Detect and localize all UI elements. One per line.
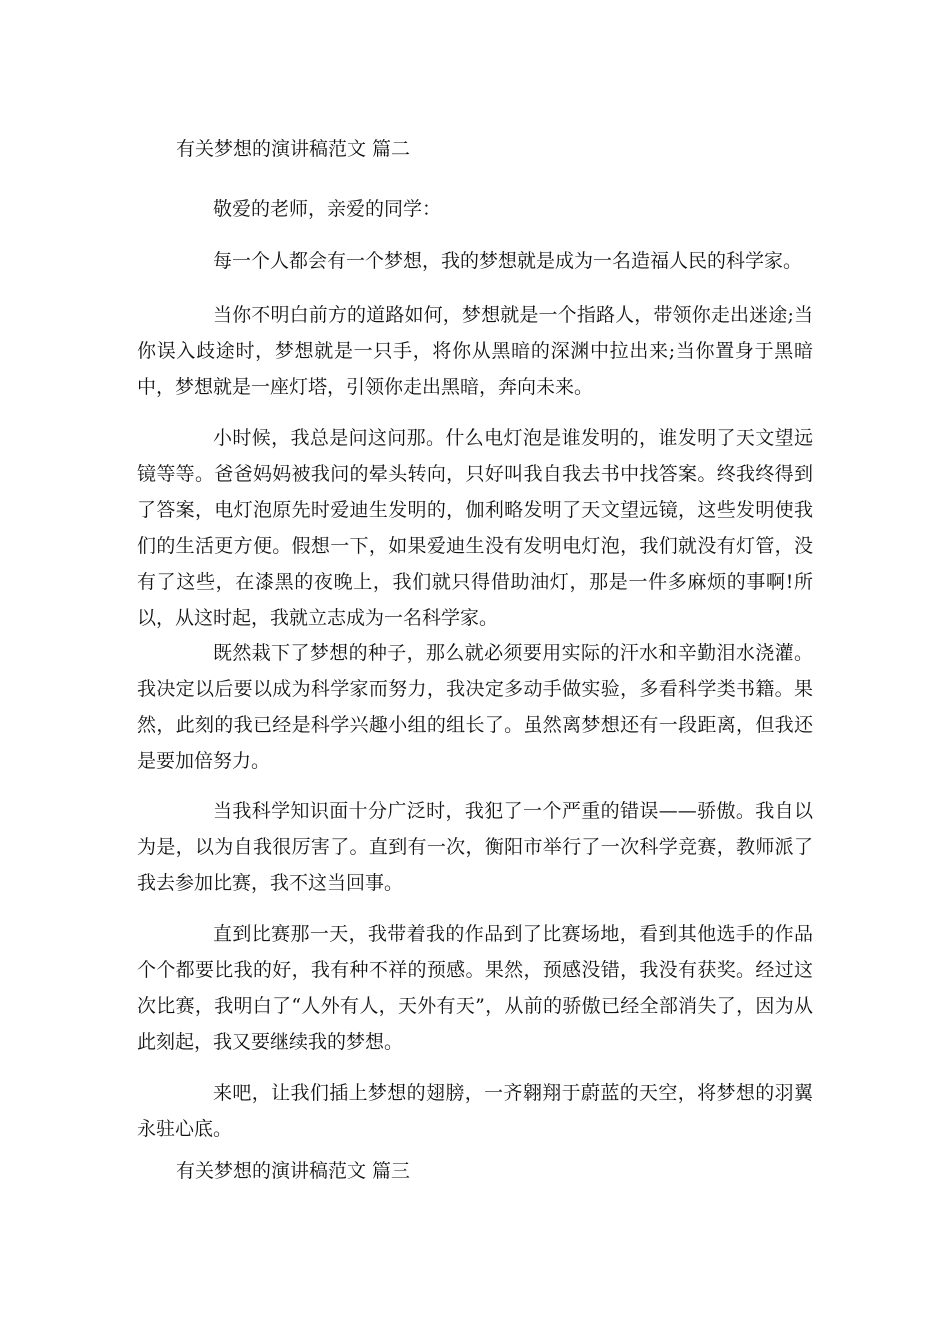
paragraph-seed-of-dream: 既然栽下了梦想的种子，那么就必须要用实际的汗水和辛勤泪水浇灌。我决定以后要以成为科学家而努力，我决定多动手做实验，多看科学类书籍。果然，此刻的我已经是科学兴趣小组的组长了。虽然离梦想还有一段距离，但我还是要加倍努力。 [137, 642, 813, 772]
paragraph-dream-intro: 每一个人都会有一个梦想，我的梦想就是成为一名造福人民的科学家。 [213, 250, 803, 272]
paragraph-greeting: 敬爱的老师，亲爱的同学： [213, 198, 442, 220]
section-heading-part3: 有关梦想的演讲稿范文 篇三 [176, 1160, 411, 1182]
paragraph-competition: 直到比赛那一天，我带着我的作品到了比赛场地，看到其他选手的作品个个都要比我的好，我有种不祥的预感。果然，预感没错，我没有获奖。经过这次比赛，我明白了“人外有人，天外有天”，从前的骄傲已经全部消失了，因为从此刻起，我又要继续我的梦想。 [137, 923, 813, 1053]
paragraph-conclusion: 来吧，让我们插上梦想的翅膀，一齐翱翔于蔚蓝的天空，将梦想的羽翼永驻心底。 [137, 1082, 813, 1140]
section-heading-part2: 有关梦想的演讲稿范文 篇二 [176, 138, 411, 160]
paragraph-childhood: 小时候，我总是问这问那。什么电灯泡是谁发明的，谁发明了天文望远镜等等。爸爸妈妈被我问的晕头转向，只好叫我自我去书中找答案。终我终得到了答案，电灯泡原先时爱迪生发明的，伽利略发明了天文望远镜，这些发明使我们的生活更方便。假想一下，如果爱迪生没有发明电灯泡，我们就没有灯管，没有了这些，在漆黑的夜晚上，我们就只得借助油灯，那是一件多麻烦的事啊!所以，从这时起，我就立志成为一名科学家。 [137, 427, 813, 629]
paragraph-pride-mistake: 当我科学知识面十分广泛时，我犯了一个严重的错误——骄傲。我自以为是，以为自我很厉害了。直到有一次，衡阳市举行了一次科学竞赛，教师派了我去参加比赛，我不这当回事。 [137, 800, 813, 894]
paragraph-dream-metaphor: 当你不明白前方的道路如何，梦想就是一个指路人，带领你走出迷途;当你误入歧途时，梦想就是一只手，将你从黑暗的深渊中拉出来;当你置身于黑暗中，梦想就是一座灯塔，引领你走出黑暗，奔向未来。 [137, 304, 813, 398]
